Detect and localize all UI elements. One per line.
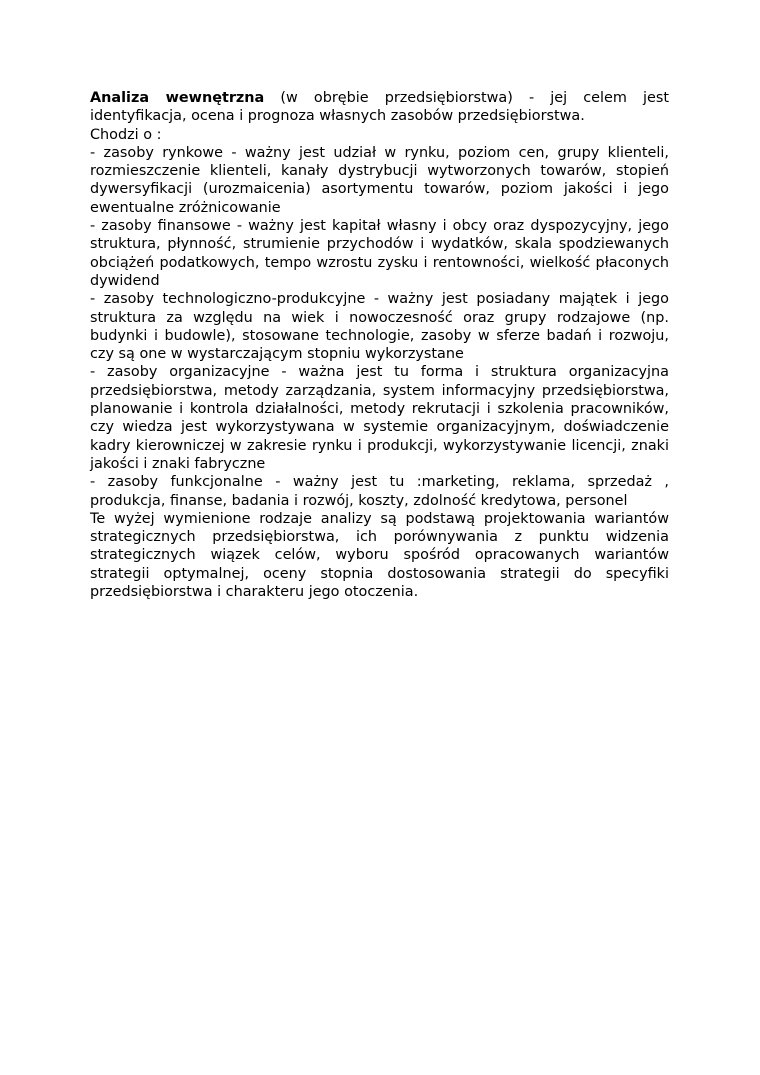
list-item-financial-resources: - zasoby finansowe - ważny jest kapitał własny i obcy oraz dyspozycyjny, jego struktura, płynność, strumienie przychodów i wydatków, skala spodziewanych obciążeń podatkowych, tempo wzrostu zysku i rentowności, wielkość płaconych dywidend (90, 218, 669, 289)
intro-text: (w obrębie przedsiębiorstwa) - jej celem jest identyfikacja, ocena i prognoza własnych zasobów przedsiębiorstwa. (90, 90, 669, 125)
conclusion-paragraph: Te wyżej wymienione rodzaje analizy są podstawą projektowania wariantów strategicznych przedsiębiorstwa, ich porównywania z punktu widzenia strategicznych wiązek celów, wyboru spośród opracowanych wariantów strategii optymalnej, oceny stopnia dostosowania strategii do specyfiki przedsiębiorstwa i charakteru jego otoczenia. (90, 510, 669, 601)
intro-paragraph (90, 89, 669, 126)
list-item-organizational-resources: - zasoby organizacyjne - ważna jest tu forma i struktura organizacyjna przedsiębiorstwa, metody zarządzania, system informacyjny przedsiębiorstwa, planowanie i kontrola działalności, metody rekrutacji i szkolenia pracowników, czy wiedza jest wykorzystywana w systemie organizacyjnym, doświadczenie kadry kierowniczej w zakresie rynku i produkcji, wykorzystywanie licencji, znaki jakości i znaki fabryczne (90, 364, 669, 472)
chodzi-line: Chodzi o : (90, 126, 162, 143)
document-title-term: Analiza wewnętrzna (90, 90, 265, 106)
list-item-market-resources: - zasoby rynkowe - ważny jest udział w rynku, poziom cen, grupy klienteli, rozmieszczenie klienteli, kanały dystrybucji wytworzonych towarów, stopień dywersyfikacji (urozmaicenia) asortymentu towarów, poziom jakości i jego ewentualne zróżnicowanie (90, 144, 669, 216)
document-body (90, 89, 669, 601)
list-item-functional-resources: - zasoby funkcjonalne - ważny jest tu :marketing, reklama, sprzedaż , produkcja, finanse, badania i rozwój, koszty, zdolność kredytowa, personel (90, 474, 669, 509)
list-item-technological-resources: - zasoby technologiczno-produkcyjne - ważny jest posiadany majątek i jego struktura za względu na wiek i nowoczesność oraz grupy rodzajowe (np. budynki i budowle), stosowane technologie, zasoby w sferze badań i rozwoju, czy są one w wystarczającym stopniu wykorzystane (90, 291, 669, 363)
